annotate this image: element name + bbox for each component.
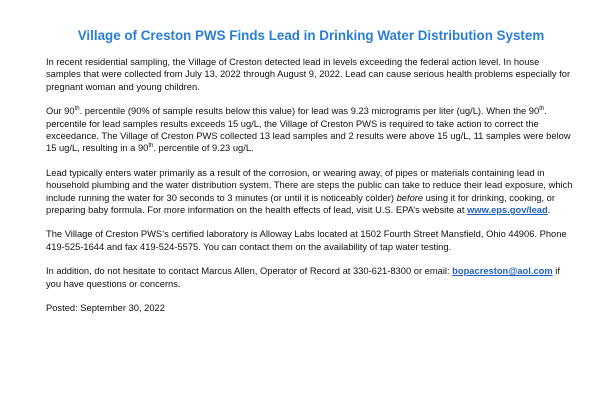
ordinal-suffix: th [148,143,154,150]
page-title: Village of Creston PWS Finds Lead in Drinking Water Distribution System [77,28,545,43]
lead-sources-text-2: using it for drinking, cooking, or preparing baby formula. For more information on the health effects of lead, visit U.S. EPA’s website at [46,192,555,216]
ordinal-suffix: th [539,106,545,113]
lead-sources-text-1: Lead typically enters water primarily as a result of the corrosion, or wearing away, of pipes or materials containing lead in household plumbing and the water distribution system. There are steps the public can take to reduce their lead exposure, which include running the water for 30 seconds to 3 minutes (or until it is noticeably colder) [46,167,573,203]
epa-website-link[interactable]: www.eps.gov/lead [467,205,548,216]
contact-text-2: if you have questions or concerns. [46,266,560,289]
percentile-text-3: . percentile for lead samples results exceeds 15 ug/L, the Village of Creston PWS is required to take action to correct the exceedance. The Village of Creston PWS collected 13 lead samples and 2 results were above 15 ug/L, 11 samples were below 15 ug/L, resulting in a 90 [46,106,571,154]
emphasis-before: before [396,192,424,203]
intro-paragraph: In recent residential sampling, the Village of Creston detected lead in levels exceeding the federal action level. In house samples that were collected from July 13, 2022 through August 9, 2022. Lead can cause serious health problems especially for pregnant woman and young children. [46,57,571,92]
lead-sources-text-3: . [547,205,551,216]
contact-paragraph [46,265,576,290]
contact-text-1: In addition, do not hesitate to contact Marcus Allen, Operator of Record at 330-621-8300 or email: [46,266,453,277]
laboratory-paragraph: The Village of Creston PWS’s certified laboratory is Alloway Labs located at 1502 Fourth Street Mansfield, Ohio 44906. Phone 419-525-1644 and fax 419-524-5575. You can contact them on the availability of tap water testing. [46,229,567,252]
percentile-text-1: Our 90 [46,106,75,117]
percentile-paragraph [46,105,576,155]
email-link[interactable]: bopacreston@aol.com [452,266,553,277]
percentile-text-2: . percentile (90% of sample results below this value) for lead was 9.23 micrograms per liter (ug/L). When the 90 [79,106,540,117]
lead-sources-paragraph [46,167,576,217]
posted-date: Posted: September 30, 2022 [46,303,165,314]
ordinal-suffix: th [74,106,80,113]
percentile-text-4: . percentile of 9.23 ug/L. [153,143,254,154]
